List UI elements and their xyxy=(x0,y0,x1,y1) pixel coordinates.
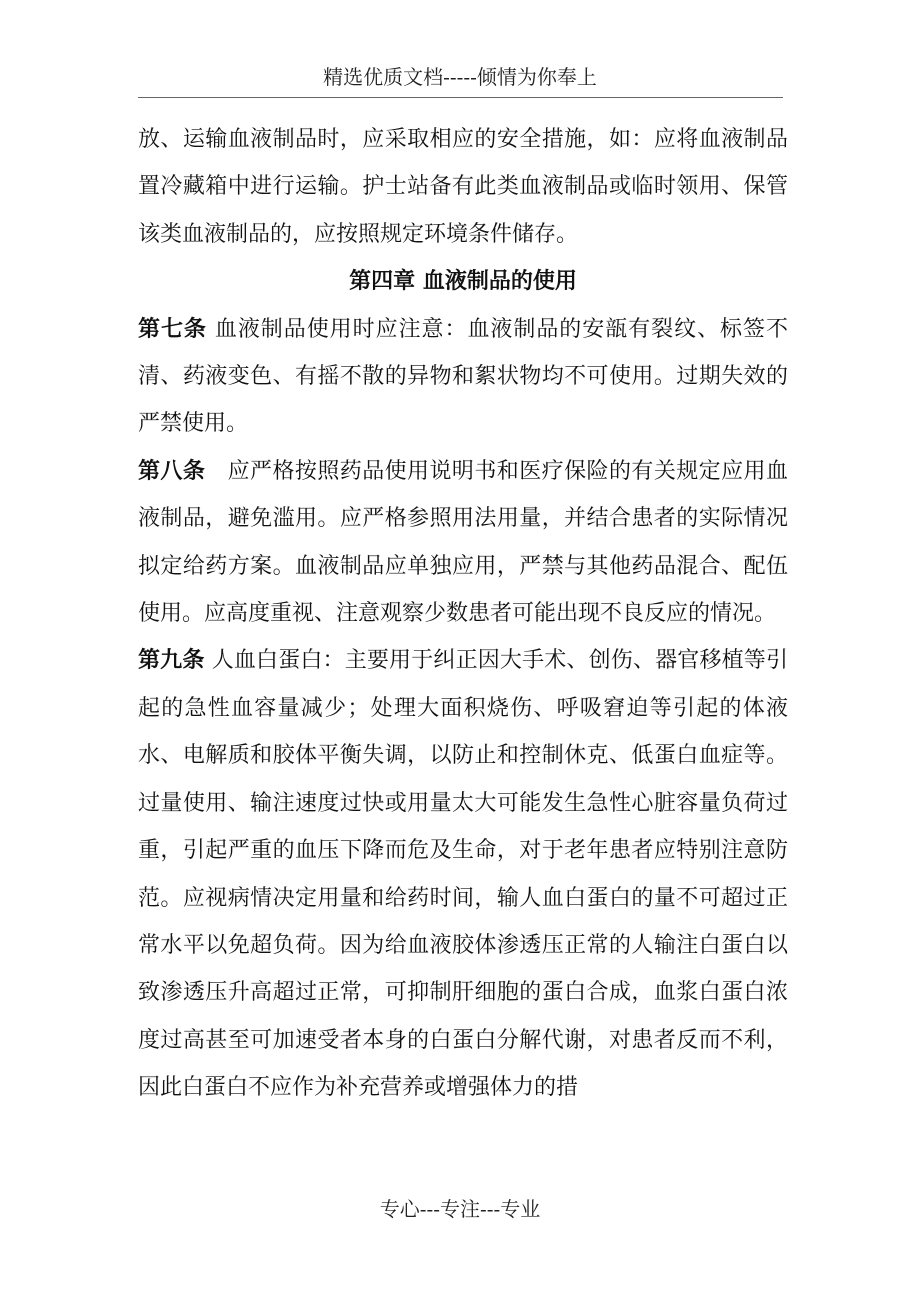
page-header: 精选优质文档-----倾情为你奉上 xyxy=(323,65,597,89)
article-text: 血液制品使用时应注意：血液制品的安瓿有裂纹、标签不清、药液变色、有摇不散的异物和絮状物均不可使用。过期失效的严禁使用。 xyxy=(138,316,788,437)
article-paragraph xyxy=(138,637,788,1111)
article-label: 第九条 xyxy=(138,648,205,674)
article-label: 第八条 xyxy=(138,458,206,484)
article-label: 第七条 xyxy=(138,316,207,342)
article-paragraph xyxy=(138,448,788,638)
article-paragraph xyxy=(138,306,788,448)
header-divider xyxy=(138,97,783,98)
article-text: 人血白蛋白：主要用于纠正因大手术、创伤、器官移植等引起的急性血容量减少；处理大面积烧伤、呼吸窘迫等引起的体液水、电解质和胶体平衡失调，以防止和控制休克、低蛋白血症等。过量使用、输注速度过快或用量太大可能发生急性心脏容量负荷过重，引起严重的血压下降而危及生命，对于老年患者应特别注意防范。应视病情决定用量和给药时间，输人血白蛋白的量不可超过正常水平以免超负荷。因为给血液胶体渗透压正常的人输注白蛋白以致渗透压升高超过正常，可抑制肝细胞的蛋白合成，血浆白蛋白浓度过高甚至可加速受者本身的白蛋白分解代谢，对患者反而不利，因此白蛋白不应作为补充营养或增强体力的措 xyxy=(138,648,788,1101)
document-body xyxy=(138,116,788,1112)
article-text: 应严格按照药品使用说明书和医疗保险的有关规定应用血液制品，避免滥用。应严格参照用法用量，并结合患者的实际情况拟定给药方案。血液制品应单独应用，严禁与其他药品混合、配伍使用。应高度重视、注意观察少数患者可能出现不良反应的情况。 xyxy=(138,458,788,627)
chapter-title: 第四章 血液制品的使用 xyxy=(349,269,577,295)
intro-paragraph: 放、运输血液制品时，应采取相应的安全措施，如：应将血液制品置冷藏箱中进行运输。护士站备有此类血液制品或临时领用、保管该类血液制品的，应按照规定环境条件储存。 xyxy=(138,127,788,247)
page-footer: 专心---专注---专业 xyxy=(379,1197,541,1221)
